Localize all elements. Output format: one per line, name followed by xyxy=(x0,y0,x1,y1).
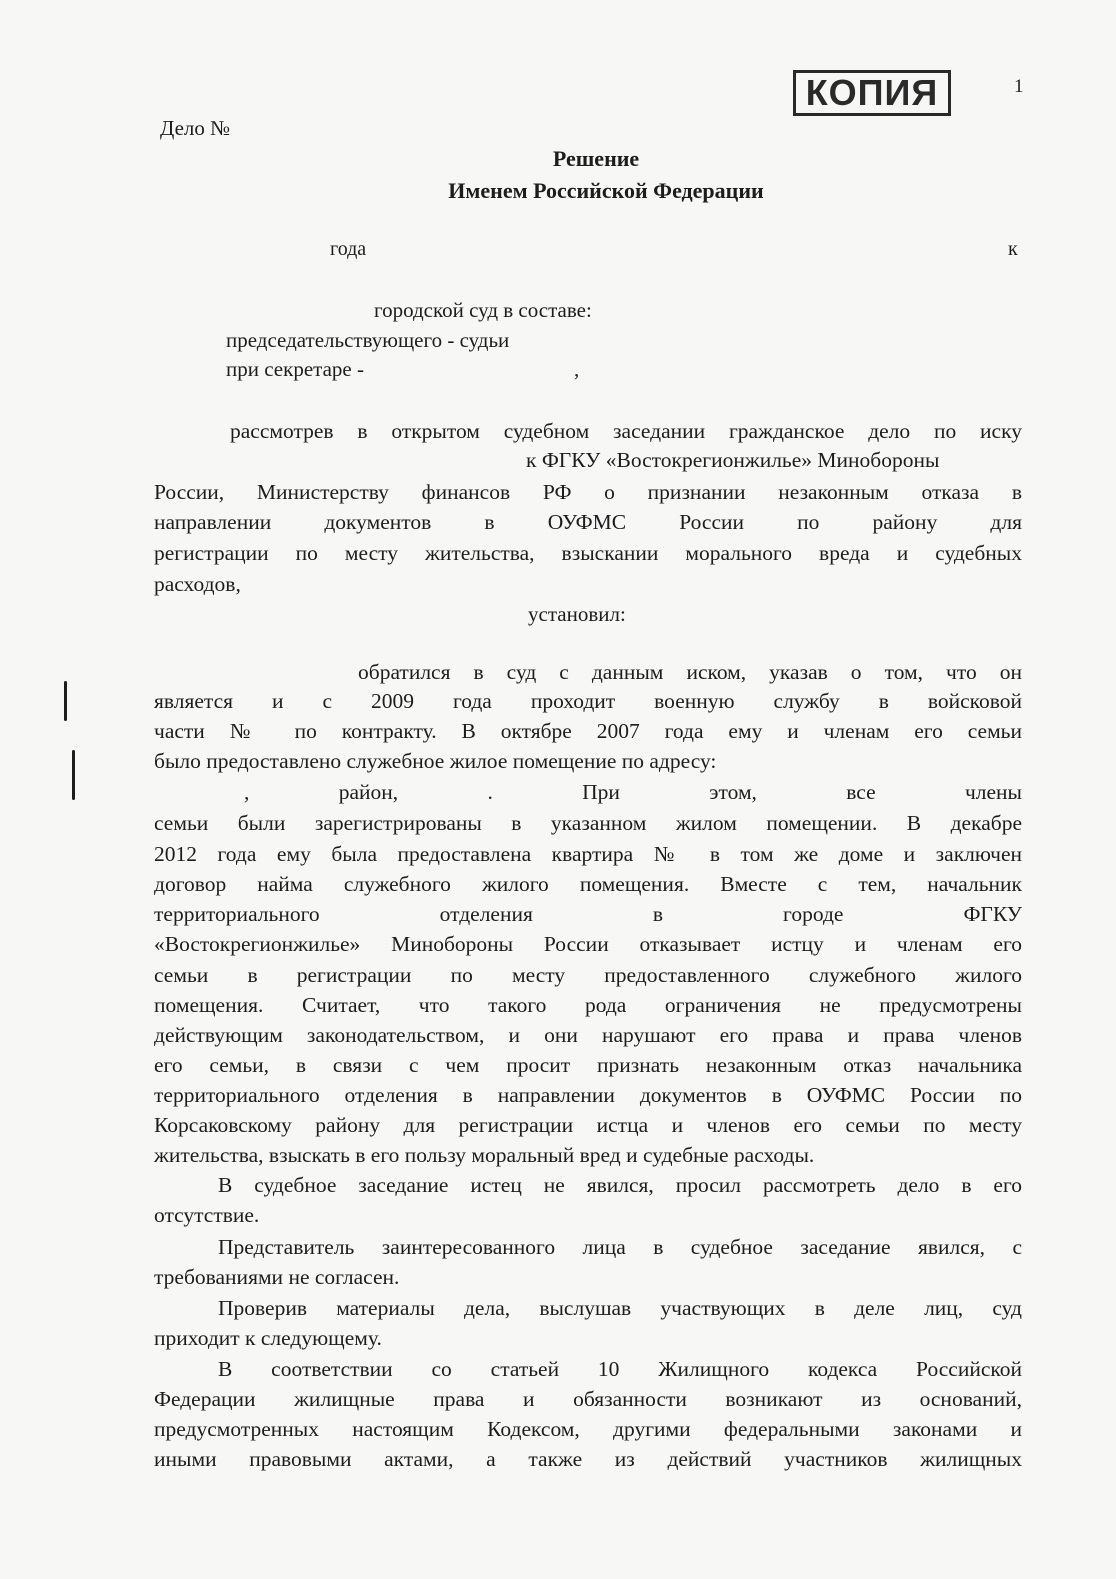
body-line: предусмотренных настоящим Кодексом, другими федеральными законами и xyxy=(154,1417,1022,1441)
body-line: Представитель заинтересованного лица в судебное заседание явился, с xyxy=(218,1235,1022,1259)
body-line: отсутствие. xyxy=(154,1203,260,1227)
intro-line: регистрации по месту жительства, взыскании морального вреда и судебных xyxy=(154,541,1022,565)
body-line: семьи в регистрации по месту предоставленного служебного жилого xyxy=(154,963,1022,987)
body-line: В судебное заседание истец не явился, просил рассмотреть дело в его xyxy=(218,1173,1022,1197)
intro-line: России, Министерству финансов РФ о признании незаконным отказа в xyxy=(154,480,1022,504)
body-line: семьи были зарегистрированы в указанном жилом помещении. В декабре xyxy=(154,811,1022,835)
body-line: действующим законодательством, и они нарушают его права и права членов xyxy=(154,1023,1022,1047)
copy-stamp xyxy=(793,70,951,116)
page-number: 1 xyxy=(1014,76,1024,97)
intro-line: направлении документов в ОУФМС России по району для xyxy=(154,510,1022,534)
body-line: Корсаковскому району для регистрации истца и членов его семьи по месту xyxy=(154,1113,1022,1137)
intro-line: к ФГКУ «Востокрегионжилье» Минобороны xyxy=(526,448,940,472)
secretary-comma: , xyxy=(574,357,580,381)
margin-mark xyxy=(64,681,67,721)
body-line: было предоставлено служебное жилое помещение по адресу: xyxy=(154,749,717,773)
body-line: В соответствии со статьей 10 Жилищного кодекса Российской xyxy=(218,1357,1022,1381)
body-line: Проверив материалы дела, выслушав участвующих в деле лиц, суд xyxy=(218,1296,1022,1320)
body-line: части № по контракту. В октябре 2007 года ему и членам его семьи xyxy=(154,719,1022,743)
intro-line: расходов, xyxy=(154,572,241,596)
body-line: 2012 года ему была предоставлена квартира № в том же доме и заключен xyxy=(154,842,1022,866)
body-line: договор найма служебного жилого помещения. Вместе с тем, начальник xyxy=(154,872,1022,896)
body-line: «Востокрегионжилье» Минобороны России отказывает истцу и членам его xyxy=(154,932,1022,956)
body-line: приходит к следующему. xyxy=(154,1326,382,1350)
intro-line: рассмотрев в открытом судебном заседании гражданское дело по иску xyxy=(230,419,1022,443)
body-line: его семьи, в связи с чем просит признать незаконным отказ начальника xyxy=(154,1053,1022,1077)
court-secretary: при секретаре - xyxy=(226,357,364,381)
body-line: требованиями не согласен. xyxy=(154,1265,400,1289)
body-line: помещения. Считает, что такого рода ограничения не предусмотрены xyxy=(154,993,1022,1017)
stamp-text: КОПИЯ xyxy=(805,72,939,113)
court-composition: городской суд в составе: xyxy=(374,298,592,322)
presiding-judge: председательствующего - судьи xyxy=(226,328,510,352)
decision-city: к xyxy=(1008,238,1018,260)
document-subtitle: Именем Российской Федерации xyxy=(448,178,764,203)
margin-mark xyxy=(72,750,75,800)
body-line: территориального отделения в городе ФГКУ xyxy=(154,902,1022,926)
document-title: Решение xyxy=(552,146,640,171)
established-heading: установил: xyxy=(528,602,626,626)
case-number-label: Дело № xyxy=(160,116,231,140)
body-line: жительства, взыскать в его пользу моральный вред и судебные расходы. xyxy=(154,1143,815,1167)
decision-date: года xyxy=(330,238,367,260)
body-line: Федерации жилищные права и обязанности возникают из оснований, xyxy=(154,1387,1022,1411)
body-line: территориального отделения в направлении документов в ОУФМС России по xyxy=(154,1083,1022,1107)
body-line: обратился в суд с данным иском, указав о том, что он xyxy=(358,660,1022,684)
body-line: иными правовыми актами, а также из действий участников жилищных xyxy=(154,1447,1022,1471)
body-line: , район, . При этом, все члены xyxy=(244,780,1022,804)
body-line: является и с 2009 года проходит военную службу в войсковой xyxy=(154,689,1022,713)
